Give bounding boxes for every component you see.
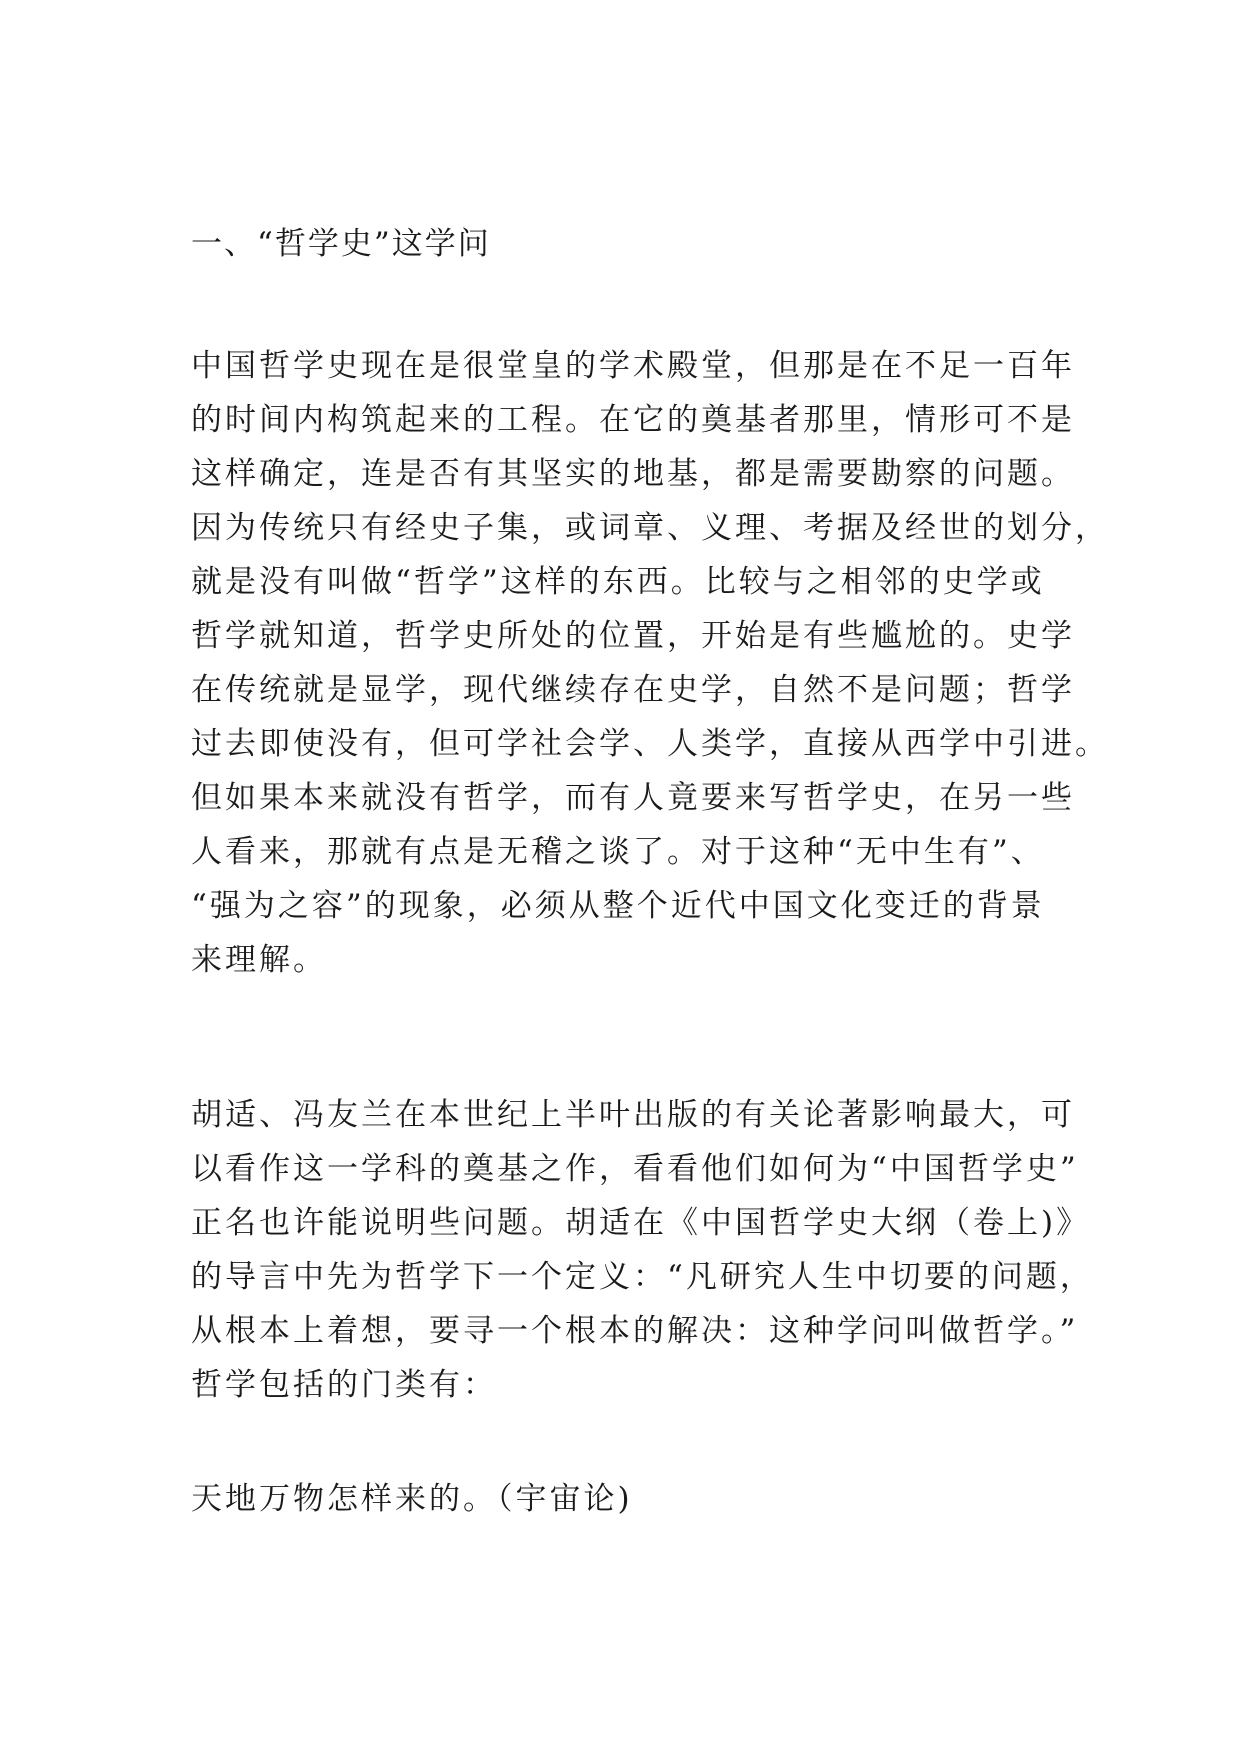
- paragraph-3: [191, 1472, 1071, 1526]
- text-line: 的导言中先为哲学下一个定义：“凡研究人生中切要的问题，: [191, 1259, 1094, 1295]
- text-line: 就是没有叫做“哲学”这样的东西。比较与之相邻的史学或: [191, 564, 1045, 600]
- text-line: 以看作这一学科的奠基之作，看看他们如何为“中国哲学史”: [191, 1151, 1079, 1187]
- text-line: 过去即使没有，但可学社会学、人类学，直接从西学中引进。: [191, 726, 1109, 762]
- paragraph-2: [191, 1088, 1094, 1412]
- text-line: 但如果本来就没有哲学，而有人竟要来写哲学史，在另一些: [191, 780, 1075, 816]
- text-line: 胡适、冯友兰在本世纪上半叶出版的有关论著影响最大，可: [191, 1097, 1075, 1133]
- text-line: 来理解。: [191, 942, 327, 978]
- text-line: 在传统就是显学，现代继续存在史学，自然不是问题；哲学: [191, 672, 1075, 708]
- text-line: 中国哲学史现在是很堂皇的学术殿堂，但那是在不足一百年: [191, 348, 1075, 384]
- text-line: 这样确定，连是否有其坚实的地基，都是需要勘察的问题。: [191, 456, 1075, 492]
- text-line: “强为之容”的现象，必须从整个近代中国文化变迁的背景: [191, 888, 1045, 924]
- text-line: 的时间内构筑起来的工程。在它的奠基者那里，情形可不是: [191, 402, 1075, 438]
- paragraph-1: [191, 339, 1109, 987]
- text-line: 人看来，那就有点是无稽之谈了。对于这种“无中生有”、: [191, 834, 1045, 870]
- text-line: 从根本上着想，要寻一个根本的解决：这种学问叫做哲学。”: [191, 1313, 1079, 1349]
- text-line: 天地万物怎样来的。（宇宙论): [191, 1481, 633, 1517]
- text-line: 哲学就知道，哲学史所处的位置，开始是有些尴尬的。史学: [191, 618, 1075, 654]
- text-line: 因为传统只有经史子集，或词章、义理、考据及经世的划分，: [191, 510, 1109, 546]
- section-heading: 一、“哲学史”这学问: [191, 226, 491, 262]
- text-line: 哲学包括的门类有：: [191, 1367, 497, 1403]
- text-line: 正名也许能说明些问题。胡适在《中国哲学史大纲（卷上)》: [191, 1205, 1091, 1241]
